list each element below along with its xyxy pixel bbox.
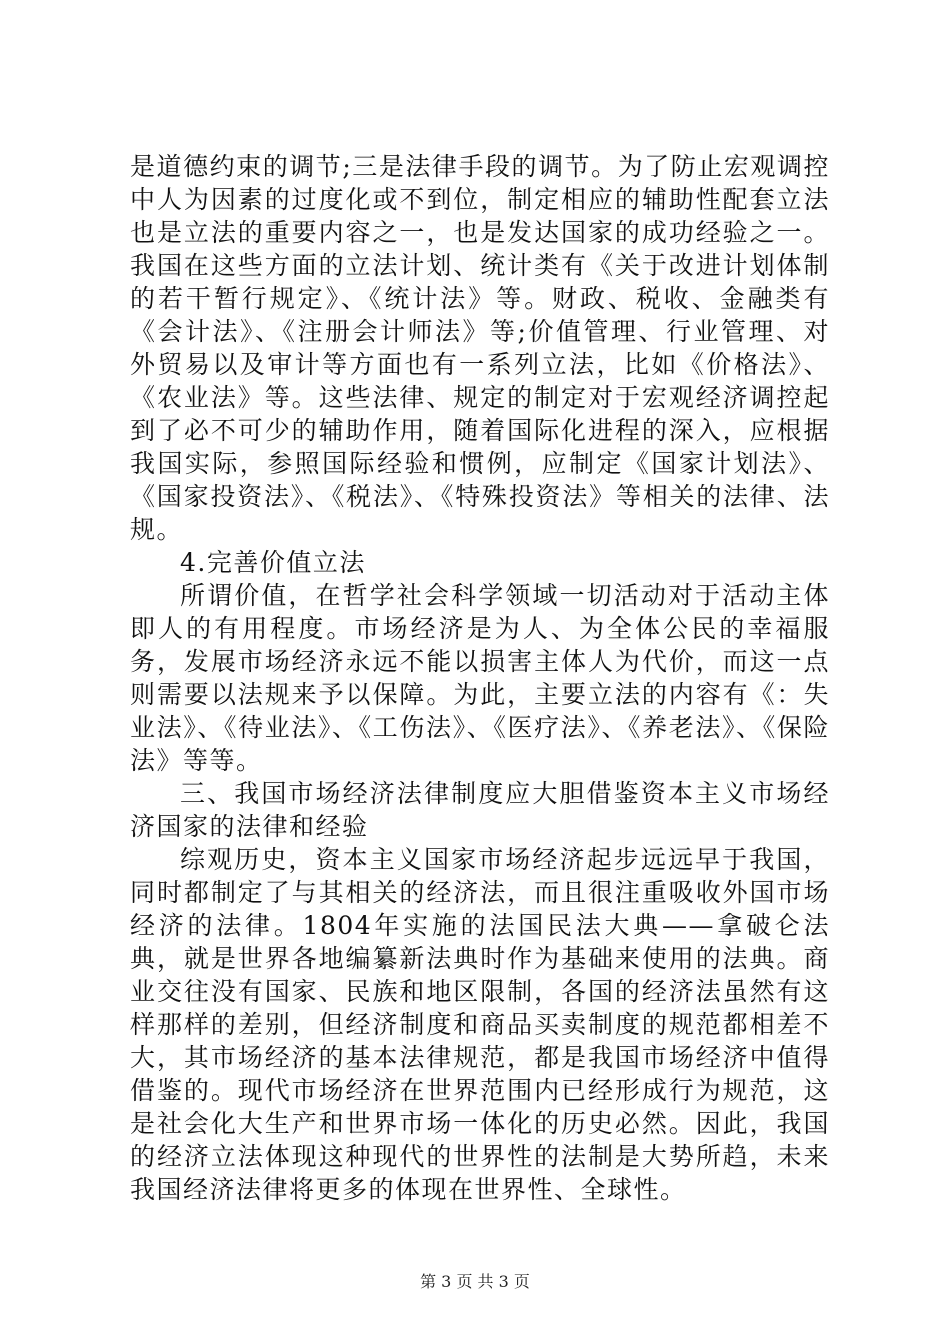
paragraph-capitalist-experience: 综观历史，资本主义国家市场经济起步远远早于我国，同时都制定了与其相关的经济法，而且很注重吸收外国市场经济的法律。1804年实施的法国民法大典——拿破仑法典，就是世界各地编纂新法典时作为基础来使用的法典。商业交往没有国家、民族和地区限制，各国的经济法虽然有这样那样的差别，但经济制度和商品买卖制度的规范都相差不大，其市场经济的基本法律规范，都是我国市场经济中值得借鉴的。现代市场经济在世界范围内已经形成行为规范，这是社会化大生产和世界市场一体化的历史必然。因此，我国的经济立法体现这种现代的世界性的法制是大势所趋，未来我国经济法律将更多的体现在世界性、全球性。 — [130, 845, 830, 1204]
paragraph-value-legislation: 所谓价值，在哲学社会科学领域一切活动对于活动主体即人的有用程度。市场经济是为人、为全体公民的幸福服务，发展市场经济永远不能以损害主体人为代价，而这一点则需要以法规来予以保障。为此，主要立法的内容有《：失业法》、《待业法》、《工伤法》、《医疗法》、《养老法》、《保险法》等等。 — [130, 581, 830, 775]
document-body — [130, 150, 830, 1206]
paragraph-macro-regulation: 是道德约束的调节;三是法律手段的调节。为了防止宏观调控中人为因素的过度化或不到位，制定相应的辅助性配套立法也是立法的重要内容之一，也是发达国家的成功经验之一。我国在这些方面的立法计划、统计类有《关于改进计划体制的若干暂行规定》、《统计法》等。财政、税收、金融类有《会计法》、《注册会计师法》等;价值管理、行业管理、对外贸易以及审计等方面也有一系列立法，比如《价格法》、《农业法》等。这些法律、规定的制定对于宏观经济调控起到了必不可少的辅助作用，随着国际化进程的深入，应根据我国实际，参照国际经验和惯例，应制定《国家计划法》、《国家投资法》、《税法》、《特殊投资法》等相关的法律、法规。 — [130, 152, 830, 544]
page-number: 第 3 页 共 3 页 — [420, 1272, 530, 1291]
heading-value-legislation: 4.完善价值立法 — [180, 548, 366, 577]
heading-section-three: 三、我国市场经济法律制度应大胆借鉴资本主义市场经济国家的法律和经验 — [130, 779, 830, 841]
page-footer — [0, 1272, 950, 1292]
